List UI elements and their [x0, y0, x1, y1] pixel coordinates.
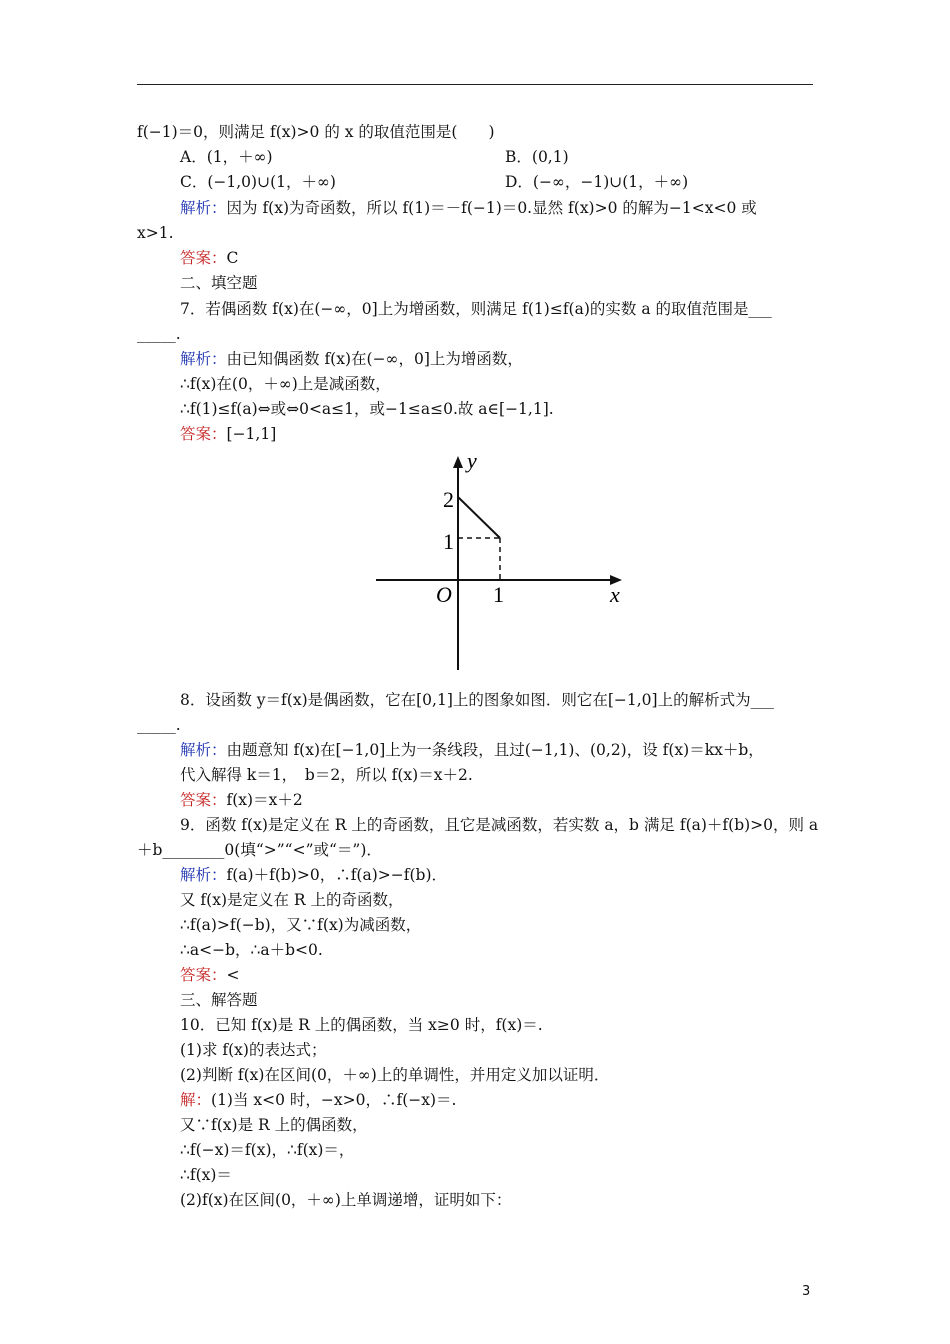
q6-analysis-cont: x>1. [137, 224, 174, 242]
q9-analysis-line4: ∴a<−b，∴a＋b<0. [180, 941, 323, 959]
q9-stem-cont: ＋b________0(填“>”“<”或“＝”)． [137, 841, 382, 859]
analysis-text: f(a)＋f(b)>0，∴f(a)>−f(b)． [226, 866, 447, 884]
q6-analysis [180, 198, 757, 218]
q7-stem: 7．若偶函数 f(x)在(−∞，0]上为增函数，则满足 f(1)≤f(a)的实数 a 的取值范围是___ [180, 300, 772, 318]
answer-label: 答案： [180, 249, 227, 267]
answer-label: 答案： [180, 791, 227, 809]
q9-analysis-line3: ∴f(a)>f(−b)，又∵f(x)为减函数， [180, 916, 422, 934]
answer-text: f(x)＝x＋2 [226, 791, 303, 809]
q7-analysis [180, 349, 523, 369]
q8-analysis [180, 740, 764, 760]
q10-solution [180, 1090, 456, 1110]
header-rule [137, 84, 813, 85]
section-heading-solutions: 三、解答题 [180, 991, 258, 1009]
q6-option-a: A．(1，＋∞) [180, 148, 273, 166]
q8-stem: 8．设函数 y＝f(x)是偶函数，它在[0,1]上的图象如图．则它在[−1,0]上的解析式为___ [180, 691, 774, 709]
solution-label: 解： [180, 1091, 212, 1109]
analysis-text: 因为 f(x)为奇函数，所以 f(1)＝－f(−1)＝0.显然 f(x)>0 的解为−1<x<0 或 [226, 199, 757, 217]
page-number: 3 [802, 1284, 811, 1299]
q10-part1: (1)求 f(x)的表达式； [180, 1041, 327, 1059]
graph-segment [458, 497, 500, 538]
tick-y-1: 1 [443, 529, 454, 554]
q6-answer [180, 248, 238, 268]
q10-stem: 10．已知 f(x)是 R 上的偶函数，当 x≥0 时，f(x)＝. [180, 1016, 543, 1034]
q9-analysis-line2: 又 f(x)是定义在 R 上的奇函数， [180, 891, 404, 909]
q7-answer [180, 424, 276, 444]
q9-answer [180, 965, 240, 985]
q8-stem-cont: _____. [137, 716, 181, 734]
function-graph [370, 452, 630, 674]
tick-y-2: 2 [443, 487, 454, 512]
tick-x-1: 1 [493, 582, 504, 607]
solution-text: (1)当 x<0 时，−x>0，∴f(−x)＝. [211, 1091, 457, 1109]
q8-answer [180, 790, 303, 810]
answer-label: 答案： [180, 966, 227, 984]
q6-stem: f(−1)＝0，则满足 f(x)>0 的 x 的取值范围是( ) [137, 123, 495, 141]
q8-analysis-line2: 代入解得 k＝1， b＝2，所以 f(x)＝x＋2. [180, 766, 473, 784]
q10-solution-line3: ∴f(−x)＝f(x)，∴f(x)＝， [180, 1141, 355, 1159]
q7-stem-cont: _____. [137, 325, 181, 343]
q6-option-d: D．(−∞，−1)∪(1，＋∞) [505, 173, 689, 191]
y-axis-label: y [467, 452, 477, 473]
q10-part2: (2)判断 f(x)在区间(0，＋∞)上的单调性，并用定义加以证明． [180, 1066, 610, 1084]
analysis-text: 由已知偶函数 f(x)在(−∞，0]上为增函数， [226, 350, 523, 368]
q7-analysis-line3: ∴f(1)≤f(a)⇔或⇔0<a≤1，或−1≤a≤0.故 a∈[−1,1]. [180, 400, 554, 418]
analysis-label: 解析： [180, 199, 227, 217]
q9-analysis [180, 865, 447, 885]
analysis-label: 解析： [180, 741, 227, 759]
q6-option-b: B．(0,1) [505, 148, 569, 166]
q9-stem: 9．函数 f(x)是定义在 R 上的奇函数，且它是减函数，若实数 a，b 满足 f(a)＋f(b)>0，则 a [180, 816, 819, 834]
x-axis-label: x [610, 582, 620, 607]
q7-analysis-line2: ∴f(x)在(0，＋∞)上是减函数， [180, 375, 391, 393]
q6-option-c: C．(−1,0)∪(1，＋∞) [180, 173, 336, 191]
analysis-text: 由题意知 f(x)在[−1,0]上为一条线段，且过(−1,1)、(0,2)，设 f(x)＝kx＋b， [226, 741, 764, 759]
y-axis-arrow [453, 456, 463, 468]
analysis-label: 解析： [180, 866, 227, 884]
origin-label: O [436, 582, 452, 607]
answer-text: C [226, 249, 239, 267]
answer-label: 答案： [180, 425, 227, 443]
analysis-label: 解析： [180, 350, 227, 368]
answer-text: [−1,1] [226, 425, 277, 443]
q10-solution-line2: 又∵f(x)是 R 上的偶函数， [180, 1116, 368, 1134]
section-heading-fill-in: 二、填空题 [180, 274, 258, 292]
q10-solution-line4: ∴f(x)＝ [180, 1166, 232, 1184]
answer-text: < [226, 966, 240, 984]
q10-solution-line5: (2)f(x)在区间(0，＋∞)上单调递增，证明如下： [180, 1191, 512, 1209]
